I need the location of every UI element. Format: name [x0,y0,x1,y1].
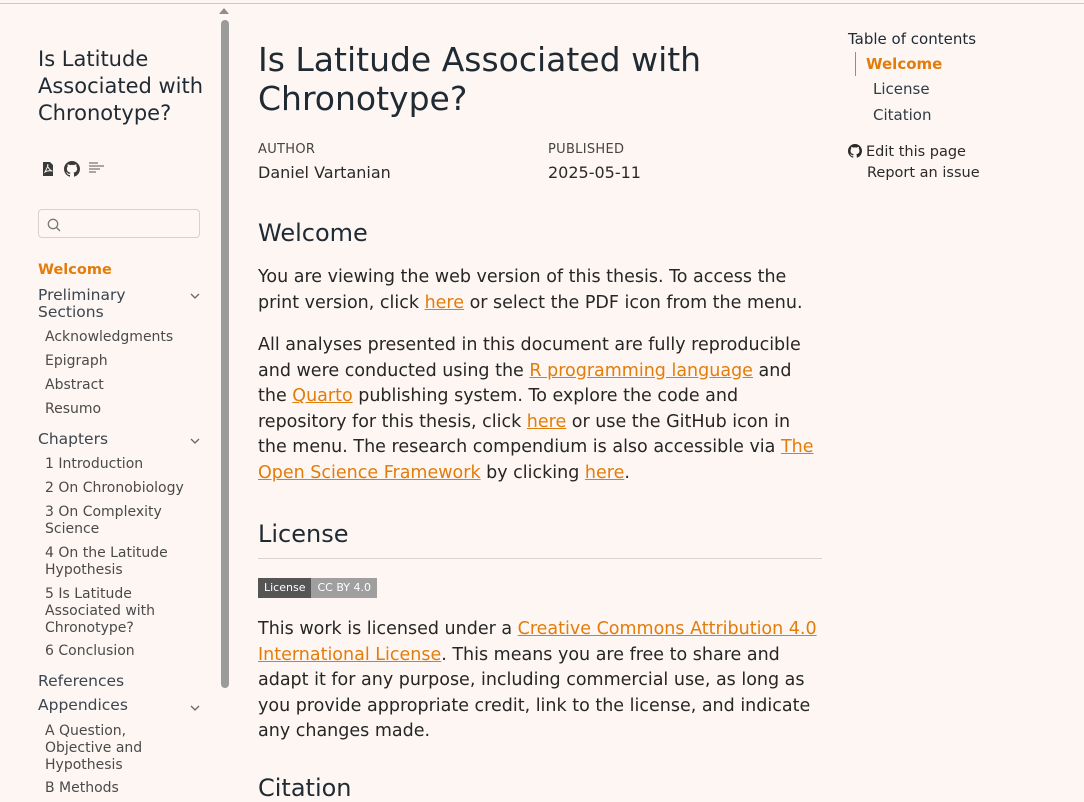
welcome-paragraph-1: You are viewing the web version of this thesis. To access the print version, click here or select the PDF icon from the menu. [258,267,803,313]
page-title: Is Latitude Associated with Chronotype? [258,40,702,118]
published-label: PUBLISHED [548,142,625,157]
scrollbar-thumb[interactable] [221,20,229,688]
heading-divider [258,558,822,559]
section-heading-license: License [258,520,349,548]
chevron-down-icon[interactable] [189,290,201,302]
sidebar-section-preliminary[interactable]: Preliminary Sections [38,286,126,321]
sidebar-section-chapters[interactable]: Chapters [38,430,109,448]
sidebar-item-references[interactable]: References [38,672,125,690]
cc-license-link[interactable]: Creative Commons Attribution 4.0 International License [258,619,817,665]
github-icon[interactable] [64,161,80,177]
chevron-down-icon[interactable] [189,435,201,447]
chevron-down-icon[interactable] [189,702,201,714]
toc-active-indicator [855,52,856,76]
sidebar-section-appendices[interactable]: Appendices [38,696,128,714]
sidebar-item-chapter-6[interactable]: 6 Conclusion [45,643,135,659]
github-icon [848,144,862,158]
sidebar-item-chapter-4[interactable]: 4 On the Latitude Hypothesis [45,545,168,578]
scroll-up-arrow-icon[interactable] [219,8,229,14]
osf-link[interactable]: The Open Science Framework [258,437,814,483]
license-paragraph: This work is licensed under a Creative Commons Attribution 4.0 International License. This means you are free to share and adapt it for any purpose, including commercial use, as long as you provide appropriate credit, link to the license, and indicate any changes made. [258,619,817,741]
section-heading-welcome: Welcome [258,219,368,247]
license-badge[interactable] [258,578,377,598]
osf-here-link[interactable]: here [584,462,625,483]
toc-item-welcome[interactable]: Welcome [866,55,943,73]
sidebar [0,4,218,796]
r-language-link[interactable]: R programming language [529,360,753,381]
published-date: 2025-05-11 [548,163,641,182]
welcome-paragraph-2: All analyses presented in this document are fully reproducible and were conducted using the R programming language and the Quarto publishing system. To explore the code and repository for this thesis, click here or use the GitHub icon in the menu. The research compendium is also accessible via The Open Science Framework by clicking here. [258,335,814,483]
sidebar-tools [40,161,104,177]
toc-item-license[interactable]: License [873,80,930,98]
site-title[interactable]: Is Latitude Associated with Chronotype? [38,47,204,125]
report-issue-link[interactable]: Report an issue [867,165,980,181]
edit-page-link[interactable]: Edit this page [848,144,966,160]
sidebar-item-chapter-3[interactable]: 3 On Complexity Science [45,504,162,537]
repository-link[interactable]: here [526,411,567,432]
sidebar-item-resumo[interactable]: Resumo [45,401,102,417]
main-content [258,4,824,802]
reader-mode-icon[interactable] [88,161,104,177]
table-of-contents [848,30,1068,124]
sidebar-item-chapter-1[interactable]: 1 Introduction [45,456,144,472]
sidebar-item-abstract[interactable]: Abstract [45,377,104,393]
search-icon [47,217,61,231]
badge-label: License [258,578,311,598]
author-label: AUTHOR [258,142,316,157]
section-heading-citation: Citation [258,774,352,802]
sidebar-item-epigraph[interactable]: Epigraph [45,353,108,369]
author-name: Daniel Vartanian [258,163,391,182]
sidebar-item-acknowledgments[interactable]: Acknowledgments [45,329,174,345]
sidebar-item-welcome[interactable]: Welcome [38,262,112,278]
search-input[interactable] [38,209,200,238]
print-version-link[interactable]: here [424,292,465,313]
pdf-icon[interactable] [40,161,56,177]
quarto-link[interactable]: Quarto [292,386,353,406]
sidebar-item-chapter-5[interactable]: 5 Is Latitude Associated with Chronotype? [45,586,156,636]
badge-value: CC BY 4.0 [311,578,377,598]
sidebar-item-chapter-2[interactable]: 2 On Chronobiology [45,480,184,496]
sidebar-item-appendix-b[interactable]: B Methods [45,780,119,796]
toc-item-citation[interactable]: Citation [873,106,932,124]
sidebar-item-appendix-a[interactable]: A Question, Objective and Hypothesis [45,723,143,773]
toc-title: Table of contents [848,30,977,48]
